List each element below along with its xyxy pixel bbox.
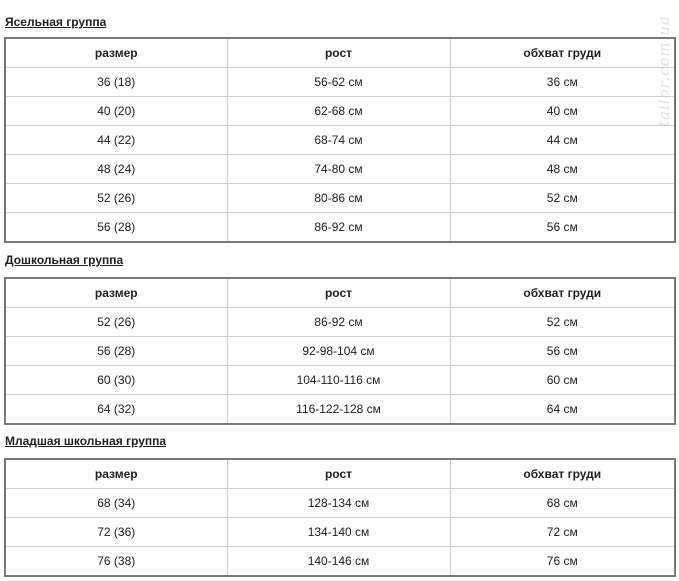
cell-height: 140-146 см bbox=[227, 547, 450, 577]
cell-height: 92-98-104 см bbox=[227, 337, 450, 366]
cell-size: 68 (34) bbox=[5, 489, 227, 518]
column-header-size: размер bbox=[5, 38, 227, 68]
cell-height: 56-62 см bbox=[227, 68, 450, 97]
table-header-row bbox=[5, 459, 675, 489]
cell-size: 52 (26) bbox=[5, 308, 227, 337]
cell-chest: 68 см bbox=[450, 489, 675, 518]
column-header-size: размер bbox=[5, 278, 227, 308]
cell-size: 76 (38) bbox=[5, 547, 227, 577]
group-title-preschool: Дошкольная группа bbox=[5, 253, 124, 267]
cell-chest: 72 см bbox=[450, 518, 675, 547]
cell-chest: 48 см bbox=[450, 155, 675, 184]
group-title-nursery: Ясельная группа bbox=[5, 15, 107, 29]
cell-height: 116-122-128 см bbox=[227, 395, 450, 425]
cell-height: 74-80 см bbox=[227, 155, 450, 184]
table-row bbox=[5, 518, 675, 547]
size-table-preschool bbox=[4, 277, 676, 425]
cell-chest: 40 см bbox=[450, 97, 675, 126]
cell-size: 56 (28) bbox=[5, 337, 227, 366]
table-row bbox=[5, 97, 675, 126]
size-table-junior-school bbox=[4, 458, 676, 577]
cell-height: 134-140 см bbox=[227, 518, 450, 547]
table-row bbox=[5, 395, 675, 425]
column-header-chest: обхват груди bbox=[450, 38, 675, 68]
cell-chest: 52 см bbox=[450, 308, 675, 337]
cell-chest: 76 см bbox=[450, 547, 675, 577]
table-row bbox=[5, 366, 675, 395]
cell-size: 40 (20) bbox=[5, 97, 227, 126]
cell-height: 128-134 см bbox=[227, 489, 450, 518]
cell-chest: 64 см bbox=[450, 395, 675, 425]
cell-chest: 36 см bbox=[450, 68, 675, 97]
column-header-height: рост bbox=[227, 459, 450, 489]
table-row bbox=[5, 547, 675, 577]
watermark: tailor.com.ua bbox=[655, 15, 673, 127]
table-row bbox=[5, 489, 675, 518]
column-header-size: размер bbox=[5, 459, 227, 489]
column-header-height: рост bbox=[227, 38, 450, 68]
table-header-row bbox=[5, 38, 675, 68]
cell-height: 86-92 см bbox=[227, 213, 450, 243]
cell-size: 56 (28) bbox=[5, 213, 227, 243]
table-row bbox=[5, 337, 675, 366]
cell-size: 72 (36) bbox=[5, 518, 227, 547]
group-title-junior-school: Младшая школьная группа bbox=[5, 434, 167, 448]
size-table-nursery bbox=[4, 37, 676, 243]
table-row bbox=[5, 213, 675, 243]
cell-height: 86-92 см bbox=[227, 308, 450, 337]
cell-chest: 44 см bbox=[450, 126, 675, 155]
cell-chest: 52 см bbox=[450, 184, 675, 213]
cell-size: 36 (18) bbox=[5, 68, 227, 97]
cell-size: 48 (24) bbox=[5, 155, 227, 184]
cell-chest: 60 см bbox=[450, 366, 675, 395]
cell-size: 60 (30) bbox=[5, 366, 227, 395]
column-header-chest: обхват груди bbox=[450, 459, 675, 489]
column-header-chest: обхват груди bbox=[450, 278, 675, 308]
table-row bbox=[5, 155, 675, 184]
table-row bbox=[5, 126, 675, 155]
column-header-height: рост bbox=[227, 278, 450, 308]
cell-size: 52 (26) bbox=[5, 184, 227, 213]
cell-size: 64 (32) bbox=[5, 395, 227, 425]
cell-height: 62-68 см bbox=[227, 97, 450, 126]
cell-height: 68-74 см bbox=[227, 126, 450, 155]
cell-chest: 56 см bbox=[450, 337, 675, 366]
table-row bbox=[5, 68, 675, 97]
cell-height: 104-110-116 см bbox=[227, 366, 450, 395]
cell-chest: 56 см bbox=[450, 213, 675, 243]
cell-size: 44 (22) bbox=[5, 126, 227, 155]
table-row bbox=[5, 184, 675, 213]
table-row bbox=[5, 308, 675, 337]
cell-height: 80-86 см bbox=[227, 184, 450, 213]
table-header-row bbox=[5, 278, 675, 308]
